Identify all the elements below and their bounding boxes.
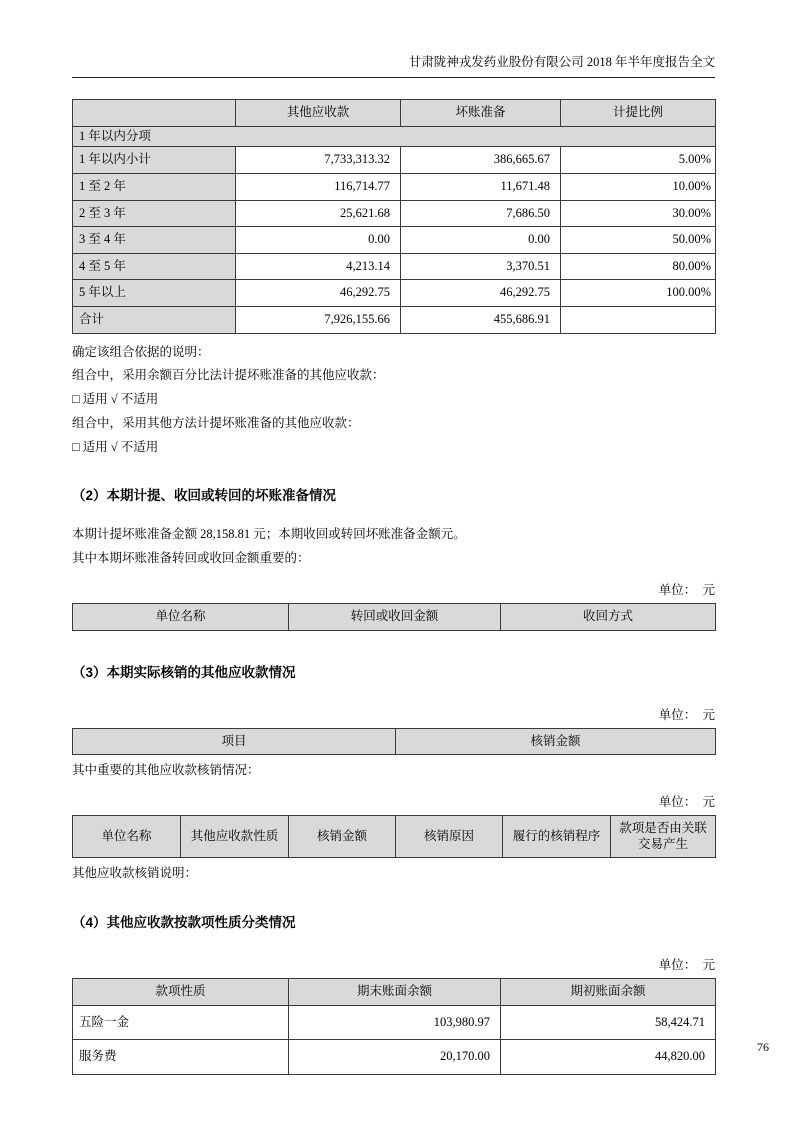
recovery-table [72,603,716,631]
table-row [73,1005,716,1040]
note-other-method: 组合中，采用其他方法计提坏账准备的其他应收款： [72,415,360,430]
unit-label: 单位： 元 [658,582,715,597]
aging-row-label: 3 至 4 年 [73,227,236,254]
iw-header-nature: 其他应收款性质 [181,815,289,857]
nature-row-label: 服务费 [73,1040,289,1075]
aging-row-label: 1 至 2 年 [73,173,236,200]
nature-row-label: 五险一金 [73,1005,289,1040]
table-row [73,1040,716,1075]
section-4-heading: （4）其他应收款按款项性质分类情况 [72,914,296,930]
document-header-title: 甘肃陇神戎发药业股份有限公司 2018 年半年度报告全文 [408,55,715,69]
aging-group-label: 1 年以内分项 [73,126,716,147]
aging-bad-debt-value: 3,370.51 [401,253,561,280]
iw-header-procedure: 履行的核销程序 [503,815,611,857]
table-row [73,280,716,307]
aging-row-label: 1 年以内小计 [73,147,236,174]
important-writeoff-table [72,815,716,858]
aging-ratio-value: 100.00% [561,280,716,307]
aging-bad-debt-value: 7,686.50 [401,200,561,227]
nature-header-type: 款项性质 [73,978,289,1005]
section-3-para-1: 其中重要的其他应收款核销情况： [72,763,260,778]
page-number: 76 [757,1040,769,1054]
writeoff-header-item: 项目 [73,728,396,755]
important-writeoff-header-row [73,815,716,857]
aging-notes [72,346,715,455]
aging-bad-debt-value: 386,665.67 [401,147,561,174]
aging-bad-debt-value: 11,671.48 [401,173,561,200]
section-3-heading: （3）本期实际核销的其他应收款情况 [72,664,296,680]
aging-analysis-table [72,99,716,334]
aging-total-label: 合计 [73,307,236,334]
writeoff-table [72,728,716,756]
aging-receivable-value: 7,733,313.32 [236,147,401,174]
aging-group-row [73,126,716,147]
aging-ratio-value: 30.00% [561,200,716,227]
iw-header-amount: 核销金额 [289,815,396,857]
recovery-header-unit-name: 单位名称 [73,603,289,630]
nature-header-row [73,978,716,1005]
aging-bad-debt-value: 0.00 [401,227,561,254]
recovery-header-amount: 转回或收回金额 [289,603,501,630]
unit-label: 单位： 元 [658,957,715,972]
aging-receivable-value: 25,621.68 [236,200,401,227]
page-content [72,0,715,1075]
aging-ratio-value: 10.00% [561,173,716,200]
aging-receivable-value: 0.00 [236,227,401,254]
nature-beginning-value: 44,820.00 [501,1040,716,1075]
iw-header-related-party: 款项是否由关联交易产生 [611,815,716,857]
nature-header-beginning: 期初账面余额 [501,978,716,1005]
iw-header-unit-name: 单位名称 [73,815,181,857]
aging-receivable-value: 4,213.14 [236,253,401,280]
aging-header-blank [73,100,236,127]
iw-header-reason: 核销原因 [396,815,503,857]
nature-ending-value: 20,170.00 [289,1040,501,1075]
aging-row-label: 4 至 5 年 [73,253,236,280]
note-applicable-2: □ 适用 √ 不适用 [72,439,159,454]
aging-ratio-value: 5.00% [561,147,716,174]
table-row-total [73,307,716,334]
aging-receivable-value: 46,292.75 [236,280,401,307]
writeoff-header-amount: 核销金额 [396,728,716,755]
aging-ratio-value: 50.00% [561,227,716,254]
aging-bad-debt-value: 46,292.75 [401,280,561,307]
note-combo-basis: 确定该组合依据的说明： [72,344,210,359]
aging-header-bad-debt: 坏账准备 [401,100,561,127]
unit-label: 单位： 元 [658,794,715,809]
aging-receivable-value: 116,714.77 [236,173,401,200]
section-2-heading: （2）本期计提、收回或转回的坏账准备情况 [72,488,337,504]
aging-total-bad-debt: 455,686.91 [401,307,561,334]
nature-header-ending: 期末账面余额 [289,978,501,1005]
aging-row-label: 2 至 3 年 [73,200,236,227]
nature-classification-table [72,978,716,1075]
section-2-para-2: 其中本期坏账准备转回或收回金额重要的： [72,551,310,566]
table-row [73,147,716,174]
aging-total-receivable: 7,926,155.66 [236,307,401,334]
aging-total-ratio [561,307,716,334]
aging-header-receivable: 其他应收款 [236,100,401,127]
document-header [72,0,715,78]
nature-beginning-value: 58,424.71 [501,1005,716,1040]
aging-row-label: 5 年以上 [73,280,236,307]
recovery-header-method: 收回方式 [501,603,716,630]
table-row [73,253,716,280]
aging-ratio-value: 80.00% [561,253,716,280]
nature-ending-value: 103,980.97 [289,1005,501,1040]
recovery-header-row [73,603,716,630]
table-row [73,227,716,254]
section-2-para-1: 本期计提坏账准备金额 28,158.81 元；本期收回或转回坏账准备金额元。 [72,527,466,542]
aging-header-ratio: 计提比例 [561,100,716,127]
writeoff-header-row [73,728,716,755]
section-3-para-2: 其他应收款核销说明： [72,866,198,881]
note-percentage-method: 组合中，采用余额百分比法计提坏账准备的其他应收款： [72,368,385,383]
unit-label: 单位： 元 [658,707,715,722]
table-row [73,173,716,200]
note-applicable-1: □ 适用 √ 不适用 [72,392,159,407]
aging-header-row [73,100,716,127]
table-row [73,200,716,227]
